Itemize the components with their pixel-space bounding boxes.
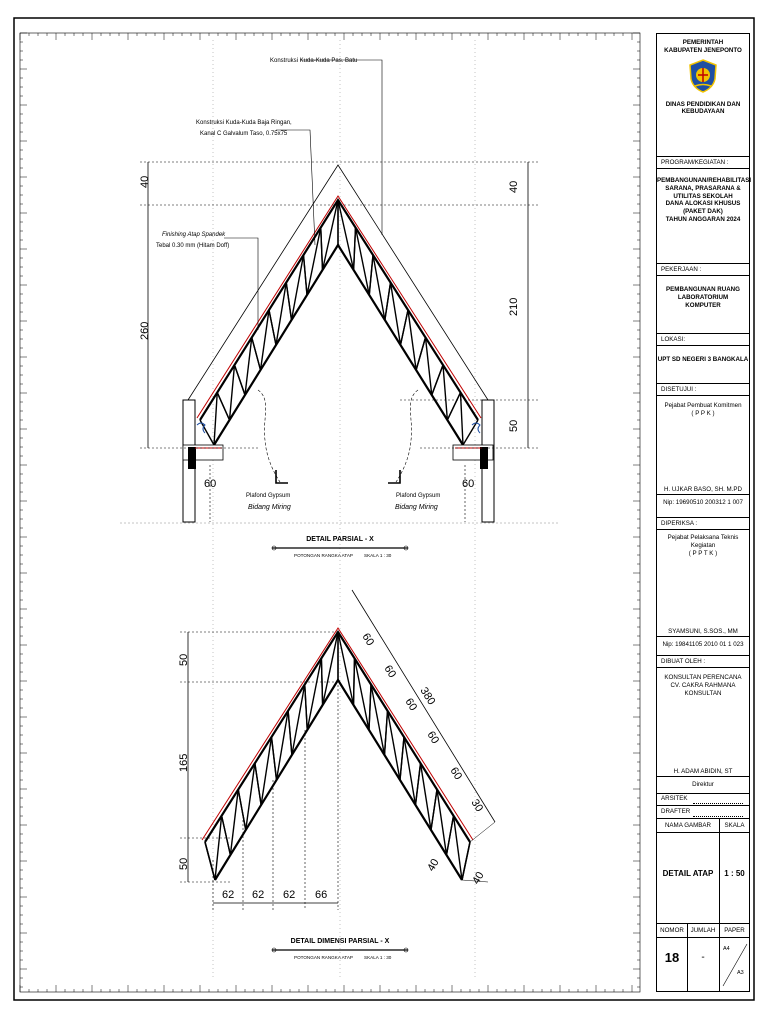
tb-checked [657,518,749,656]
truss-web [269,310,276,345]
truss-web [400,737,404,780]
paper-a3: A3 [737,970,744,976]
tb-approved [657,384,749,518]
title-block [656,33,750,992]
anchor-left [188,447,196,469]
dept-line-1: DINAS PENDIDIKAN DAN [665,100,741,108]
plafond-curve-left [258,390,280,482]
drafter-label: DRAFTER [661,808,691,815]
dim-bot-left-mid: 165 [178,753,190,772]
truss-web [447,393,460,421]
dim-bot-slope-end-b: 40 [470,869,487,887]
work-label: PEKERJAAN : [657,264,749,276]
architect-label: ARSITEK [661,795,688,802]
truss-web [437,790,447,856]
truss-web [385,283,391,321]
truss-web [304,255,308,295]
dim-top-right-top: 40 [508,180,520,193]
work-line-3: KOMPUTER [685,301,721,309]
tb-work [657,264,749,334]
program-line-5: (PAKET DAK) [683,208,723,215]
dim-top-left-main: 260 [139,321,151,340]
program-line-6: TAHUN ANGGARAN 2024 [665,215,741,223]
view-subtitle-bottom: POTONGAN RANGKA ATAP [294,955,353,960]
dim-bot-left-low: 50 [178,857,190,870]
truss-web [272,737,277,780]
dim-bot-slope-1: 60 [359,631,377,648]
location-label: LOKASI: [657,334,749,346]
drawing-name-label: NAMA GAMBAR [664,822,712,829]
checked-label: DIPERIKSA : [657,518,749,530]
program-line-4: DANA ALOKASI KHUSUS [665,200,741,208]
made-role-1: KONSULTAN PERENCANA [664,674,742,681]
number-label: NOMOR [660,927,684,934]
truss-web [255,763,261,805]
truss-web [447,816,454,855]
dim-bot-slope-total: 380 [417,685,438,708]
paper-divider-icon [721,942,749,988]
dim-top-right-mid: 210 [508,297,520,316]
callout-plafond-left-1: Plafond Gypsum [246,493,291,499]
approved-role-2: ( P P K ) [691,409,715,417]
approved-nip: Nip: 19690510 200312 1 007 [663,499,743,506]
sheet-count: - [701,952,705,963]
dim-bot-left-top: 50 [178,653,190,666]
callout-stone-frame: Konstruksi Kuda-Kuda Pas. Batu [270,58,358,64]
scale-value: 1 : 50 [724,869,745,878]
made-label: DIBUAT OLEH : [657,656,749,668]
callout-finishing-1: Finishing Atap Spandek [162,232,226,238]
paper-a4: A4 [723,946,730,952]
truss-web [369,255,373,295]
sheet-number: 18 [664,950,680,965]
tb-location [657,334,749,384]
truss-web [261,310,270,370]
made-name: H. ADAM ABIDIN, ST [657,768,749,777]
plafond-curve-right [396,390,418,482]
work-line-2: LABORATORIUM [677,293,729,301]
sheet-border [14,18,754,1000]
truss-web [305,685,308,731]
dept-line-2: KEBUDAYAAN [681,108,725,116]
truss-web [321,228,323,271]
paper-label: PAPER [724,927,745,934]
approved-name: H. UJKAR BASO, SH. M.PD [657,486,749,495]
made-role-2: CV. CAKRA RAHMANA KONSULTAN [670,681,736,697]
truss-web [385,711,388,755]
dim-bot-horiz-1: 62 [222,889,235,901]
truss-web [401,310,409,345]
dim-bot-horiz-4: 66 [315,889,328,901]
tb-authority [657,34,749,157]
truss-web [252,338,261,371]
dim-top-left-top: 40 [139,175,151,188]
tb-name-scale-value [657,833,749,924]
view-subtitle-top: POTONGAN RANGKA ATAP [294,553,353,558]
truss-web [222,816,231,855]
tb-name-scale-head [657,819,749,833]
made-title: Direktur [692,781,714,788]
checked-name: SYAMSUNI, S.SOS., MM [657,628,749,637]
view-scale-top: SKALA 1 : 30 [364,553,392,558]
program-line-2: SARANA, PRASARANA & [665,184,741,192]
dim-bot-horiz-3: 62 [283,889,296,901]
dim-bot-slope-2: 60 [381,663,399,680]
truss-web [463,420,478,445]
tb-made-by [657,656,749,794]
dim-bot-slope-end-a: 40 [425,856,442,874]
scale-label: SKALA [724,822,745,829]
truss-web [200,420,214,445]
view-title-bottom: DETAIL DIMENSI PARSIAL - X [290,938,390,945]
org-line-2: KABUPATEN JENEPONTO [664,46,742,54]
bottom-view [178,590,495,960]
tb-architect [657,794,749,806]
truss-web [288,711,292,755]
callout-leaders [224,60,382,330]
program-label: PROGRAM/KEGIATAN : [657,157,749,169]
approved-label: DISETUJUI : [657,384,749,396]
program-line-3: UTILITAS SEKOLAH [673,192,733,200]
truss-web [286,283,291,321]
truss-web [354,658,355,705]
checked-nip: Nip: 19841105 2010 01 1 023 [662,641,744,648]
truss-web [321,658,322,705]
location-value: UPT SD NEGERI 3 BANGKALA [657,356,749,363]
roof-sheet-red [197,196,481,418]
truss-web [432,365,443,395]
dim-bot-slope-3: 60 [402,696,420,713]
dim-top-left-base: 60 [204,478,217,490]
callout-plafond-left-2: Bidang Miring [248,504,291,511]
count-label: JUMLAH [690,927,716,934]
tb-number-head [657,924,749,938]
truss-web [235,365,246,395]
dim-bot-slope-6: 30 [468,797,486,814]
truss-web [431,790,437,831]
checked-role-1: Pejabat Pelaksana Teknis Kegiatan [667,534,739,549]
truss-web [205,842,215,880]
regency-emblem-icon [688,59,718,93]
truss2-webs [205,632,470,880]
truss-web [354,228,356,271]
truss-web [214,393,217,446]
drawing-name: DETAIL ATAP [662,869,714,878]
tb-program [657,157,752,264]
truss-web [369,685,371,731]
tb-number-value [657,938,749,992]
anchor-right [480,447,488,469]
callout-finishing-2: Tebal 0.30 mm (Hitam Doff) [156,243,230,249]
truss-web [461,393,464,446]
callout-plafond-right-2: Bidang Miring [395,504,438,511]
approved-role-1: Pejabat Pembuat Komitmen [664,402,742,409]
truss-web [462,842,470,880]
dim-bot-slope-4: 60 [424,729,442,746]
program-line-1: PEMBANGUNAN/REHABILITASI [657,177,752,184]
view-title-top: DETAIL PARSIAL - X [306,536,374,543]
callout-steel-frame-1: Konstruksi Kuda-Kuda Baja Ringan, [196,120,292,126]
bottom-dim-lines [180,632,340,910]
truss-web [246,763,255,830]
truss-web [217,393,229,421]
dim-bot-slope-5: 60 [447,765,465,782]
dim-top-right-low: 50 [508,419,520,432]
dim-bot-horiz-2: 62 [252,889,265,901]
truss-web [416,338,425,371]
work-line-1: PEMBANGUNAN RUANG [666,286,740,293]
tb-drafter [657,806,749,819]
truss-webs [200,200,478,445]
dim-top-right-base: 60 [462,478,475,490]
callout-plafond-right-1: Plafond Gypsum [396,493,441,499]
truss-web [238,790,246,831]
checked-role-2: ( P P T K ) [688,549,718,557]
view-scale-bottom: SKALA 1 : 30 [364,955,392,960]
top-view [139,58,540,558]
truss-web [443,365,447,420]
callout-steel-frame-2: Kanal C Galvalum Taso, 0.75x75 [200,131,288,137]
truss-web [416,763,421,805]
org-line-1: PEMERINTAH [682,39,724,46]
